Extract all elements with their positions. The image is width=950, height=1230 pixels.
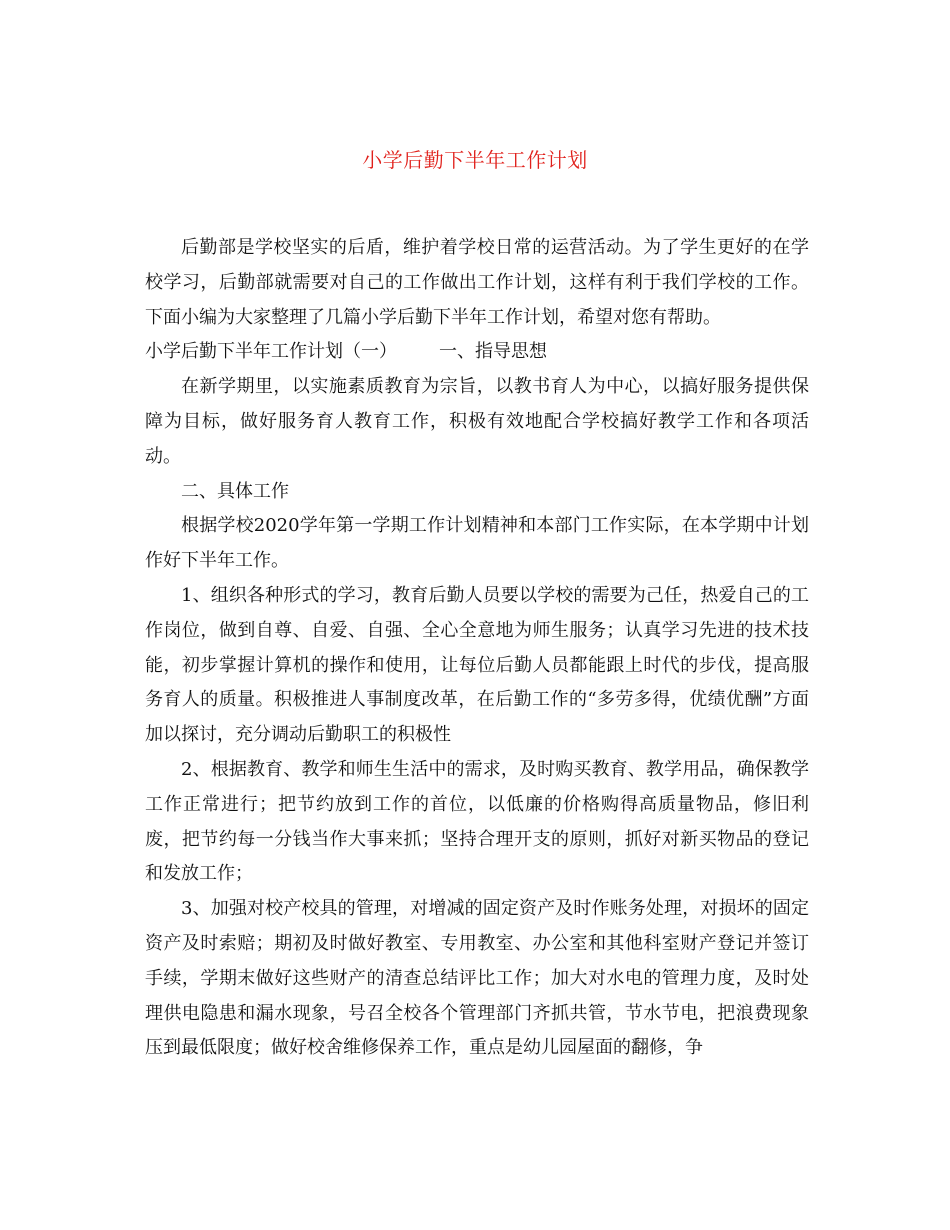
- document-body: [145, 231, 809, 1066]
- section2-heading: 二、具体工作: [181, 480, 289, 502]
- plan-subtitle: 小学后勤下半年工作计划（一）: [145, 341, 397, 363]
- item-2-paragraph: 2、根据教育、教学和师生生活中的需求，及时购买教育、教学用品，确保教学工作正常进行；把节约放到工作的首位，以低廉的价格购得高质量物品，修旧利废，把节约每一分钱当作大事来抓；坚持合理开支的原则，抓好对新买物品的登记和发放工作；: [145, 758, 809, 885]
- intro-paragraph: 后勤部是学校坚实的后盾，维护着学校日常的运营活动。为了学生更好的在学校学习，后勤部就需要对自己的工作做出工作计划，这样有利于我们学校的工作。下面小编为大家整理了几篇小学后勤下半年工作计划，希望对您有帮助。: [145, 237, 809, 328]
- section2-intro-paragraph: 根据学校2020学年第一学期工作计划精神和本部门工作实际，在本学期中计划作好下半年工作。: [145, 515, 809, 572]
- section1-paragraph: 在新学期里，以实施素质教育为宗旨，以教书育人为中心，以搞好服务提供保障为目标，做好服务育人教育工作，积极有效地配合学校搞好教学工作和各项活动。: [145, 376, 809, 467]
- section1-heading: 一、指导思想: [439, 341, 547, 363]
- item-1-paragraph: 1、组织各种形式的学习，教育后勤人员要以学校的需要为己任，热爱自己的工作岗位，做到自尊、自爱、自强、全心全意地为师生服务；认真学习先进的技术技能，初步掌握计算机的操作和使用，让每位后勤人员都能跟上时代的步伐，提高服务育人的质量。积极推进人事制度改革，在后勤工作的“多劳多得，优绩优酬”方面加以探讨，充分调动后勤职工的积极性: [145, 584, 809, 746]
- subtitle-line: [145, 335, 809, 370]
- item-3-paragraph: 3、加强对校产校具的管理，对增减的固定资产及时作账务处理，对损坏的固定资产及时索赔；期初及时做好教室、专用教室、办公室和其他科室财产登记并签订手续，学期末做好这些财产的清查总结评比工作；加大对水电的管理力度，及时处理供电隐患和漏水现象，号召全校各个管理部门齐抓共管，节水节电，把浪费现象压到最低限度；做好校舍维修保养工作，重点是幼儿园屋面的翻修，争: [145, 898, 809, 1059]
- document-title: 小学后勤下半年工作计划: [362, 148, 588, 172]
